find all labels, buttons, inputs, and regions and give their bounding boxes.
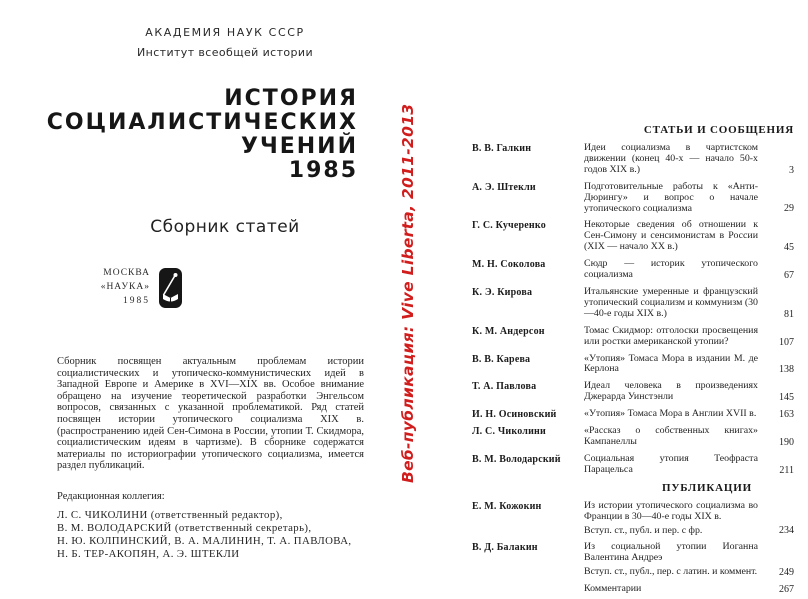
toc-entry-page: 211 xyxy=(779,464,794,476)
web-publication-watermark: Веб-публикация: Vive Liberta, 2011-2013 xyxy=(399,103,417,483)
toc-entry-title: Из социальной утопии Иоганна Валентина Андреэ xyxy=(584,541,758,564)
toc-entry-title: Социальная утопия Теофраста Парацельса xyxy=(584,452,758,475)
toc-entry-title: Некоторые сведения об отношении к Сен-Симону и сенсимонистам в России (XIX — начало XX в.) xyxy=(584,219,758,253)
toc-entry xyxy=(472,501,794,537)
editorial-board-heading: Редакционная коллегия: xyxy=(57,491,165,502)
toc-entry-page: 3 xyxy=(789,164,794,176)
toc-entry-page: 163 xyxy=(779,409,794,421)
toc-entry xyxy=(472,354,794,376)
toc-entry-page: 145 xyxy=(779,392,794,404)
editorial-line: Н. Б. ТЕР-АКОПЯН, А. Э. ШТЕКЛИ xyxy=(57,548,240,560)
editorial-board-list xyxy=(57,509,377,561)
section-heading-publications: ПУБЛИКАЦИИ xyxy=(662,481,752,494)
toc-entry xyxy=(472,381,794,403)
toc-entry-author: Т. А. Павлова xyxy=(472,381,537,393)
nauka-publisher-logo-icon xyxy=(159,268,182,308)
editorial-line: В. М. ВОЛОДАРСКИЙ (ответственный секретарь), xyxy=(57,522,312,534)
imprint-text xyxy=(98,266,150,308)
book-title-line-2: СОЦИАЛИСТИЧЕСКИХ xyxy=(46,110,358,135)
toc-entry-page: 29 xyxy=(784,203,794,215)
toc-entry-note: Вступ. ст., публ., пер. с латин. и коммент. xyxy=(584,566,758,578)
toc-entry xyxy=(472,259,794,281)
toc-entry-title: Подготовительные работы к «Анти-Дюрингу» и вопрос о начале утопического социализма xyxy=(584,180,758,214)
editorial-line: Л. С. ЧИКОЛИНИ (ответственный редактор), xyxy=(57,509,283,521)
toc-entry-page: 107 xyxy=(779,336,794,348)
toc-entry-main xyxy=(584,501,758,537)
toc-entry-title: Идеал человека в произведениях Джерарда Уинстэнли xyxy=(584,380,758,403)
institute-line: Институт всеобщей истории xyxy=(136,46,314,59)
toc-entry-title: Сюдр — историк утопического социализма xyxy=(584,258,758,281)
toc-entry-main xyxy=(584,542,758,578)
book-title-line-3: УЧЕНИЙ xyxy=(240,134,358,159)
book-title-year: 1985 xyxy=(288,158,358,183)
book-title xyxy=(28,87,358,183)
toc-entry-author: В. М. Володарский xyxy=(472,453,561,465)
toc-entry-page: 81 xyxy=(784,308,794,320)
imprint-block xyxy=(98,266,182,308)
toc-entry xyxy=(472,426,794,448)
toc-entry-author: К. М. Андерсон xyxy=(472,325,545,337)
annotation-paragraph: Сборник посвящен актуальным проблемам истории социалистических и утопическо-коммунистических идей в Западной Европе и Америке в XVI—XIX вв. Особое внимание обращено на изучение теоретической разработки Энгельсом вопросов, связанных с указанной проблематикой. Ряд статей посвящен истории утопического социализма XIX в. (распространению идей Сен-Симона в России, утопии Т. Скидмора, социалистическим идеям в чартизме). В сборнике содержатся материалы по историографии утопического социализма, имеется раздел публикаций. xyxy=(57,356,364,472)
toc-entry-author: Г. С. Кучеренко xyxy=(472,220,546,232)
toc-entry-author: В. В. Карева xyxy=(472,353,531,365)
toc-entry xyxy=(472,409,794,420)
academy-line: АКАДЕМИЯ НАУК СССР xyxy=(145,26,305,39)
toc-entry xyxy=(472,326,794,348)
toc-entry-author: И. Н. Осиновский xyxy=(472,409,557,421)
toc-entry-title: «Рассказ о собственных книгах» Кампанеллы xyxy=(584,425,758,448)
title-page xyxy=(0,0,400,599)
toc-entry-title: Итальянские умеренные и французский утопический социализм и коммунизм (30—40-е годы XIX в.) xyxy=(584,285,758,319)
toc-entry-author xyxy=(472,584,584,595)
toc-entry-page: 190 xyxy=(779,436,794,448)
toc-entry-title: Из истории утопического социализма во Франции в 30—40-е годы XIX в. xyxy=(584,499,758,522)
book-subtitle: Сборник статей xyxy=(150,217,300,237)
toc-entry xyxy=(472,143,794,176)
toc-entry-author: Л. С. Чиколини xyxy=(472,426,546,438)
institution-header xyxy=(60,26,390,59)
imprint-publisher: «НАУКА» xyxy=(100,282,150,292)
contents-page xyxy=(472,124,794,599)
toc-entry-author: В. В. Галкин xyxy=(472,143,532,154)
toc-entry-page: 267 xyxy=(779,584,794,596)
toc-entry-note: Вступ. ст., публ. и пер. с фр. xyxy=(584,524,703,536)
toc-entry xyxy=(472,542,794,578)
toc-entry-page: 234 xyxy=(779,525,794,537)
toc-entry xyxy=(472,584,794,595)
toc-entry xyxy=(472,182,794,215)
toc-entry-title: Комментарии xyxy=(584,583,642,595)
toc-entry-author: М. Н. Соколова xyxy=(472,259,546,271)
toc-entry-title: Идеи социализма в чартистском движении (конец 40-х — начало 50-х годов XIX в.) xyxy=(584,142,758,175)
imprint-city: МОСКВА xyxy=(103,268,150,278)
toc-entry-page: 249 xyxy=(779,567,794,579)
toc-entry-author: Е. М. Кожокин xyxy=(472,500,542,512)
toc-entry-author: А. Э. Штекли xyxy=(472,181,536,193)
toc-entry-page: 45 xyxy=(784,242,794,254)
imprint-year: 1985 xyxy=(123,296,150,306)
toc-entry xyxy=(472,287,794,320)
book-title-line-1: ИСТОРИЯ xyxy=(224,86,358,111)
toc-entry-title: «Утопия» Томаса Мора в издании М. де Керлона xyxy=(584,352,758,375)
section-heading-articles: СТАТЬИ И СООБЩЕНИЯ xyxy=(643,124,794,136)
toc-entry-title: Томас Скидмор: отголоски просвещения или ростки американской утопии? xyxy=(584,324,758,347)
toc-entry-page: 138 xyxy=(779,364,794,376)
toc-entry-title: «Утопия» Томаса Мора в Англии XVII в. xyxy=(584,408,757,420)
editorial-line: Н. Ю. КОЛПИНСКИЙ, В. А. МАЛИНИН, Т. А. ПАВЛОВА, xyxy=(57,535,352,547)
toc-entry-page: 67 xyxy=(784,269,794,281)
toc-entry xyxy=(472,220,794,253)
toc-entry-author: К. Э. Кирова xyxy=(472,286,533,298)
toc-entry-author: В. Д. Балакин xyxy=(472,542,538,554)
toc-entry xyxy=(472,454,794,476)
